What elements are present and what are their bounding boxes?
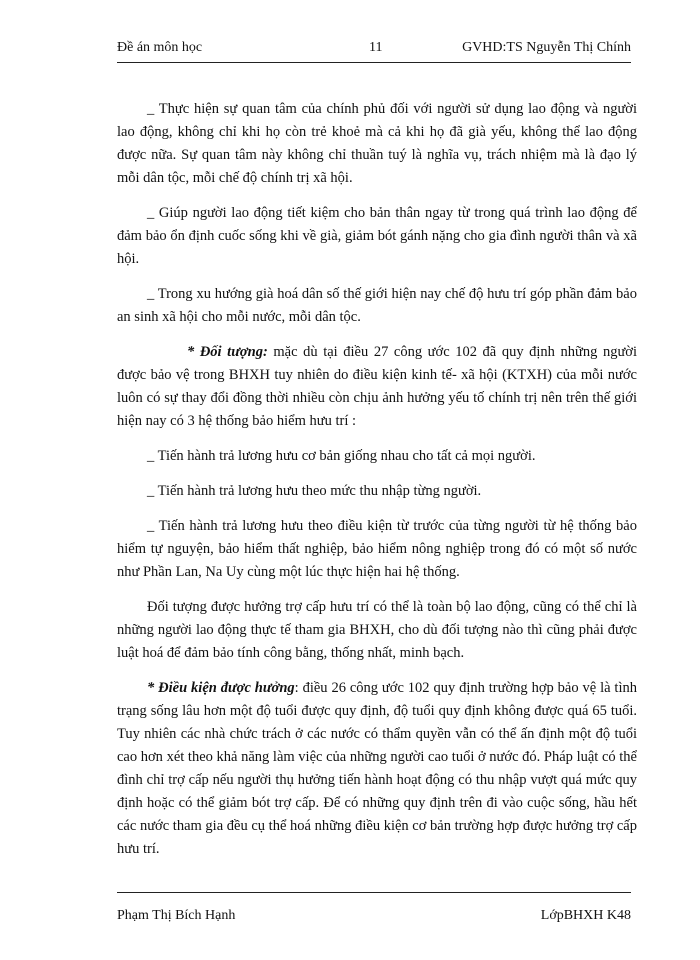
dieu-kien-heading: * Điều kiện được hưởng	[147, 680, 295, 696]
page-footer	[117, 908, 631, 930]
paragraph-doi-tuong	[117, 341, 637, 433]
page-header	[117, 40, 631, 62]
paragraph-care: _ Thực hiện sự quan tâm của chính phủ đối với người sử dụng lao động và người lao động, không chỉ khi họ còn trẻ khoẻ mà cả khi họ đã già yếu, không thể lao động được nữa. Sự quan tâm này không chỉ thuần tuý là nghĩa vụ, trách nhiệm mà là đạo lý mỗi dân tộc, mỗi chế độ chính trị xã hội.	[117, 101, 637, 186]
system-item: _ Tiến hành trả lương hưu cơ bản giống nhau cho tất cả mọi người.	[147, 448, 536, 464]
system-item: _ Tiến hành trả lương hưu theo mức thu nhập từng người.	[147, 483, 482, 499]
doi-tuong-heading: * Đối tượng:	[187, 344, 268, 360]
header-supervisor: GVHD:TS Nguyễn Thị Chính	[462, 40, 631, 55]
footer-divider	[117, 892, 631, 893]
page-number: 11	[369, 40, 383, 55]
paragraph-aging: _ Trong xu hướng già hoá dân số thế giới hiện nay chế độ hưu trí góp phần đảm bảo an sinh xã hội cho mỗi nước, mỗi dân tộc.	[117, 286, 637, 325]
header-title: Đề án môn học	[117, 40, 203, 55]
paragraph-dieu-kien	[117, 677, 637, 861]
doi-tuong-text: mặc dù tại điều 27 công ước 102 đã quy định những người được bảo vệ trong BHXH tuy nhiên do điều kiện kinh tế- xã hội (KTXH) của mỗi nước luôn có sự thay đổi đồng thời nhiều còn chịu ảnh hưởng yếu tố chính trị nên trên thế giới hiện nay có 3 hệ thống bảo hiểm hưu trí :	[117, 344, 638, 429]
footer-author: Phạm Thị Bích Hạnh	[117, 908, 236, 923]
dieu-kien-text: : điều 26 công ước 102 quy định trường hợp bảo vệ là tình trạng sống lâu hơn một độ tuổi được quy định, độ tuổi quy định không được quá 65 tuổi. Tuy nhiên các nhà chức trách ở các nước có thẩm quyền vẫn có thể ấn định một độ tuổi cao hơn xét theo khả năng làm việc của những người cao tuổi ở nước đó. Pháp luật có thể đình chỉ trợ cấp nếu người thụ hưởng tiến hành hoạt động có thu nhập vượt quá mức quy định hoặc có thể giảm bót trợ cấp. Để có những quy định trên đi vào cuộc sống, hầu hết các nước tham gia đều cụ thể hoá những điều kiện cơ bản trường hợp được hưởng trợ cấp hưu trí.	[117, 680, 637, 857]
paragraph-saving: _ Giúp người lao động tiết kiệm cho bản thân ngay từ trong quá trình lao động để đảm bảo ổn định cuốc sống khi về già, giảm bót gánh nặng cho gia đình người thân và xã hội.	[117, 205, 637, 267]
footer-class: LớpBHXH K48	[540, 908, 631, 923]
header-divider	[117, 62, 631, 63]
document-body	[117, 98, 637, 873]
system-item: _ Tiến hành trả lương hưu theo điều kiện từ trước của từng người từ hệ thống bảo hiểm tự nguyện, bảo hiểm thất nghiệp, bảo hiểm nông nghiệp trong đó có một số nước như Phần Lan, Na Uy cùng một lúc thực hiện hai hệ thống.	[117, 518, 637, 580]
paragraph-beneficiaries: Đối tượng được hưởng trợ cấp hưu trí có thể là toàn bộ lao động, cũng có thể chỉ là những người lao động thực tế tham gia BHXH, cho dù đối tượng nào thì cũng phải được luật hoá để đảm bảo tính công bằng, thống nhất, minh bạch.	[117, 599, 637, 661]
